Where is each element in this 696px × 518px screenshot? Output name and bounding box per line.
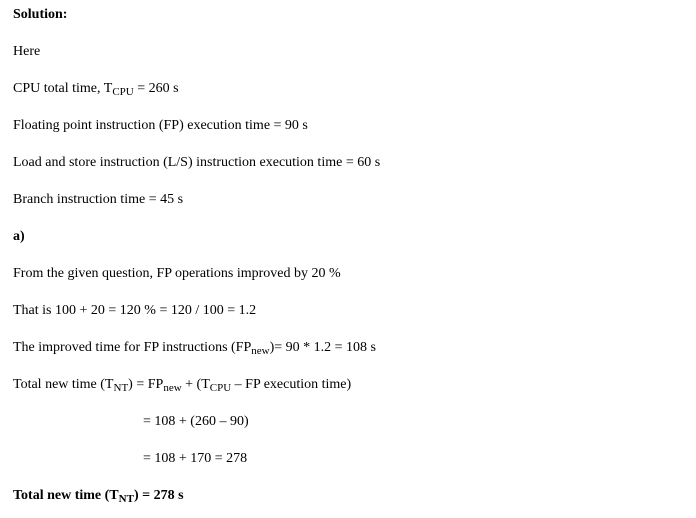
calc-step-2: = 108 + 170 = 278 <box>143 451 248 466</box>
formula-sub2: new <box>163 382 182 394</box>
part-a-label: a) <box>13 229 25 244</box>
total-new-formula-line <box>13 376 351 394</box>
improved-fp-suffix: )= 90 * 1.2 = 108 s <box>269 340 376 355</box>
here-text: Here <box>13 44 41 59</box>
formula-sub3: CPU <box>209 382 232 394</box>
improved-fp-line <box>13 339 376 357</box>
fp-time-line: Floating point instruction (FP) execution time = 90 s <box>13 118 308 133</box>
formula-part4: – FP execution time) <box>231 377 352 392</box>
improved-fp-subscript: new <box>251 345 270 357</box>
branch-time-line: Branch instruction time = 45 s <box>13 192 184 207</box>
cpu-time-prefix: CPU total time, T <box>13 81 113 96</box>
formula-part2: ) = FP <box>128 377 164 392</box>
cpu-time-suffix: = 260 s <box>133 81 179 96</box>
formula-sub1: NT <box>113 382 129 394</box>
final-suffix: ) = 278 s <box>133 488 184 503</box>
fp-improved-line: From the given question, FP operations improved by 20 % <box>13 266 341 281</box>
ls-time-line: Load and store instruction (L/S) instruction execution time = 60 s <box>13 155 381 170</box>
that-is-line: That is 100 + 20 = 120 % = 120 / 100 = 1.2 <box>13 303 257 318</box>
calc-step-1: = 108 + (260 – 90) <box>143 414 249 429</box>
cpu-time-subscript: CPU <box>112 86 134 98</box>
formula-part1: Total new time (T <box>13 377 114 392</box>
final-answer-line <box>13 487 184 505</box>
formula-part3: + (T <box>181 377 210 392</box>
cpu-total-time-line <box>13 80 179 98</box>
final-prefix: Total new time (T <box>13 488 119 503</box>
final-subscript: NT <box>118 493 134 505</box>
solution-heading: Solution: <box>13 7 68 22</box>
improved-fp-prefix: The improved time for FP instructions (FP <box>13 340 252 355</box>
